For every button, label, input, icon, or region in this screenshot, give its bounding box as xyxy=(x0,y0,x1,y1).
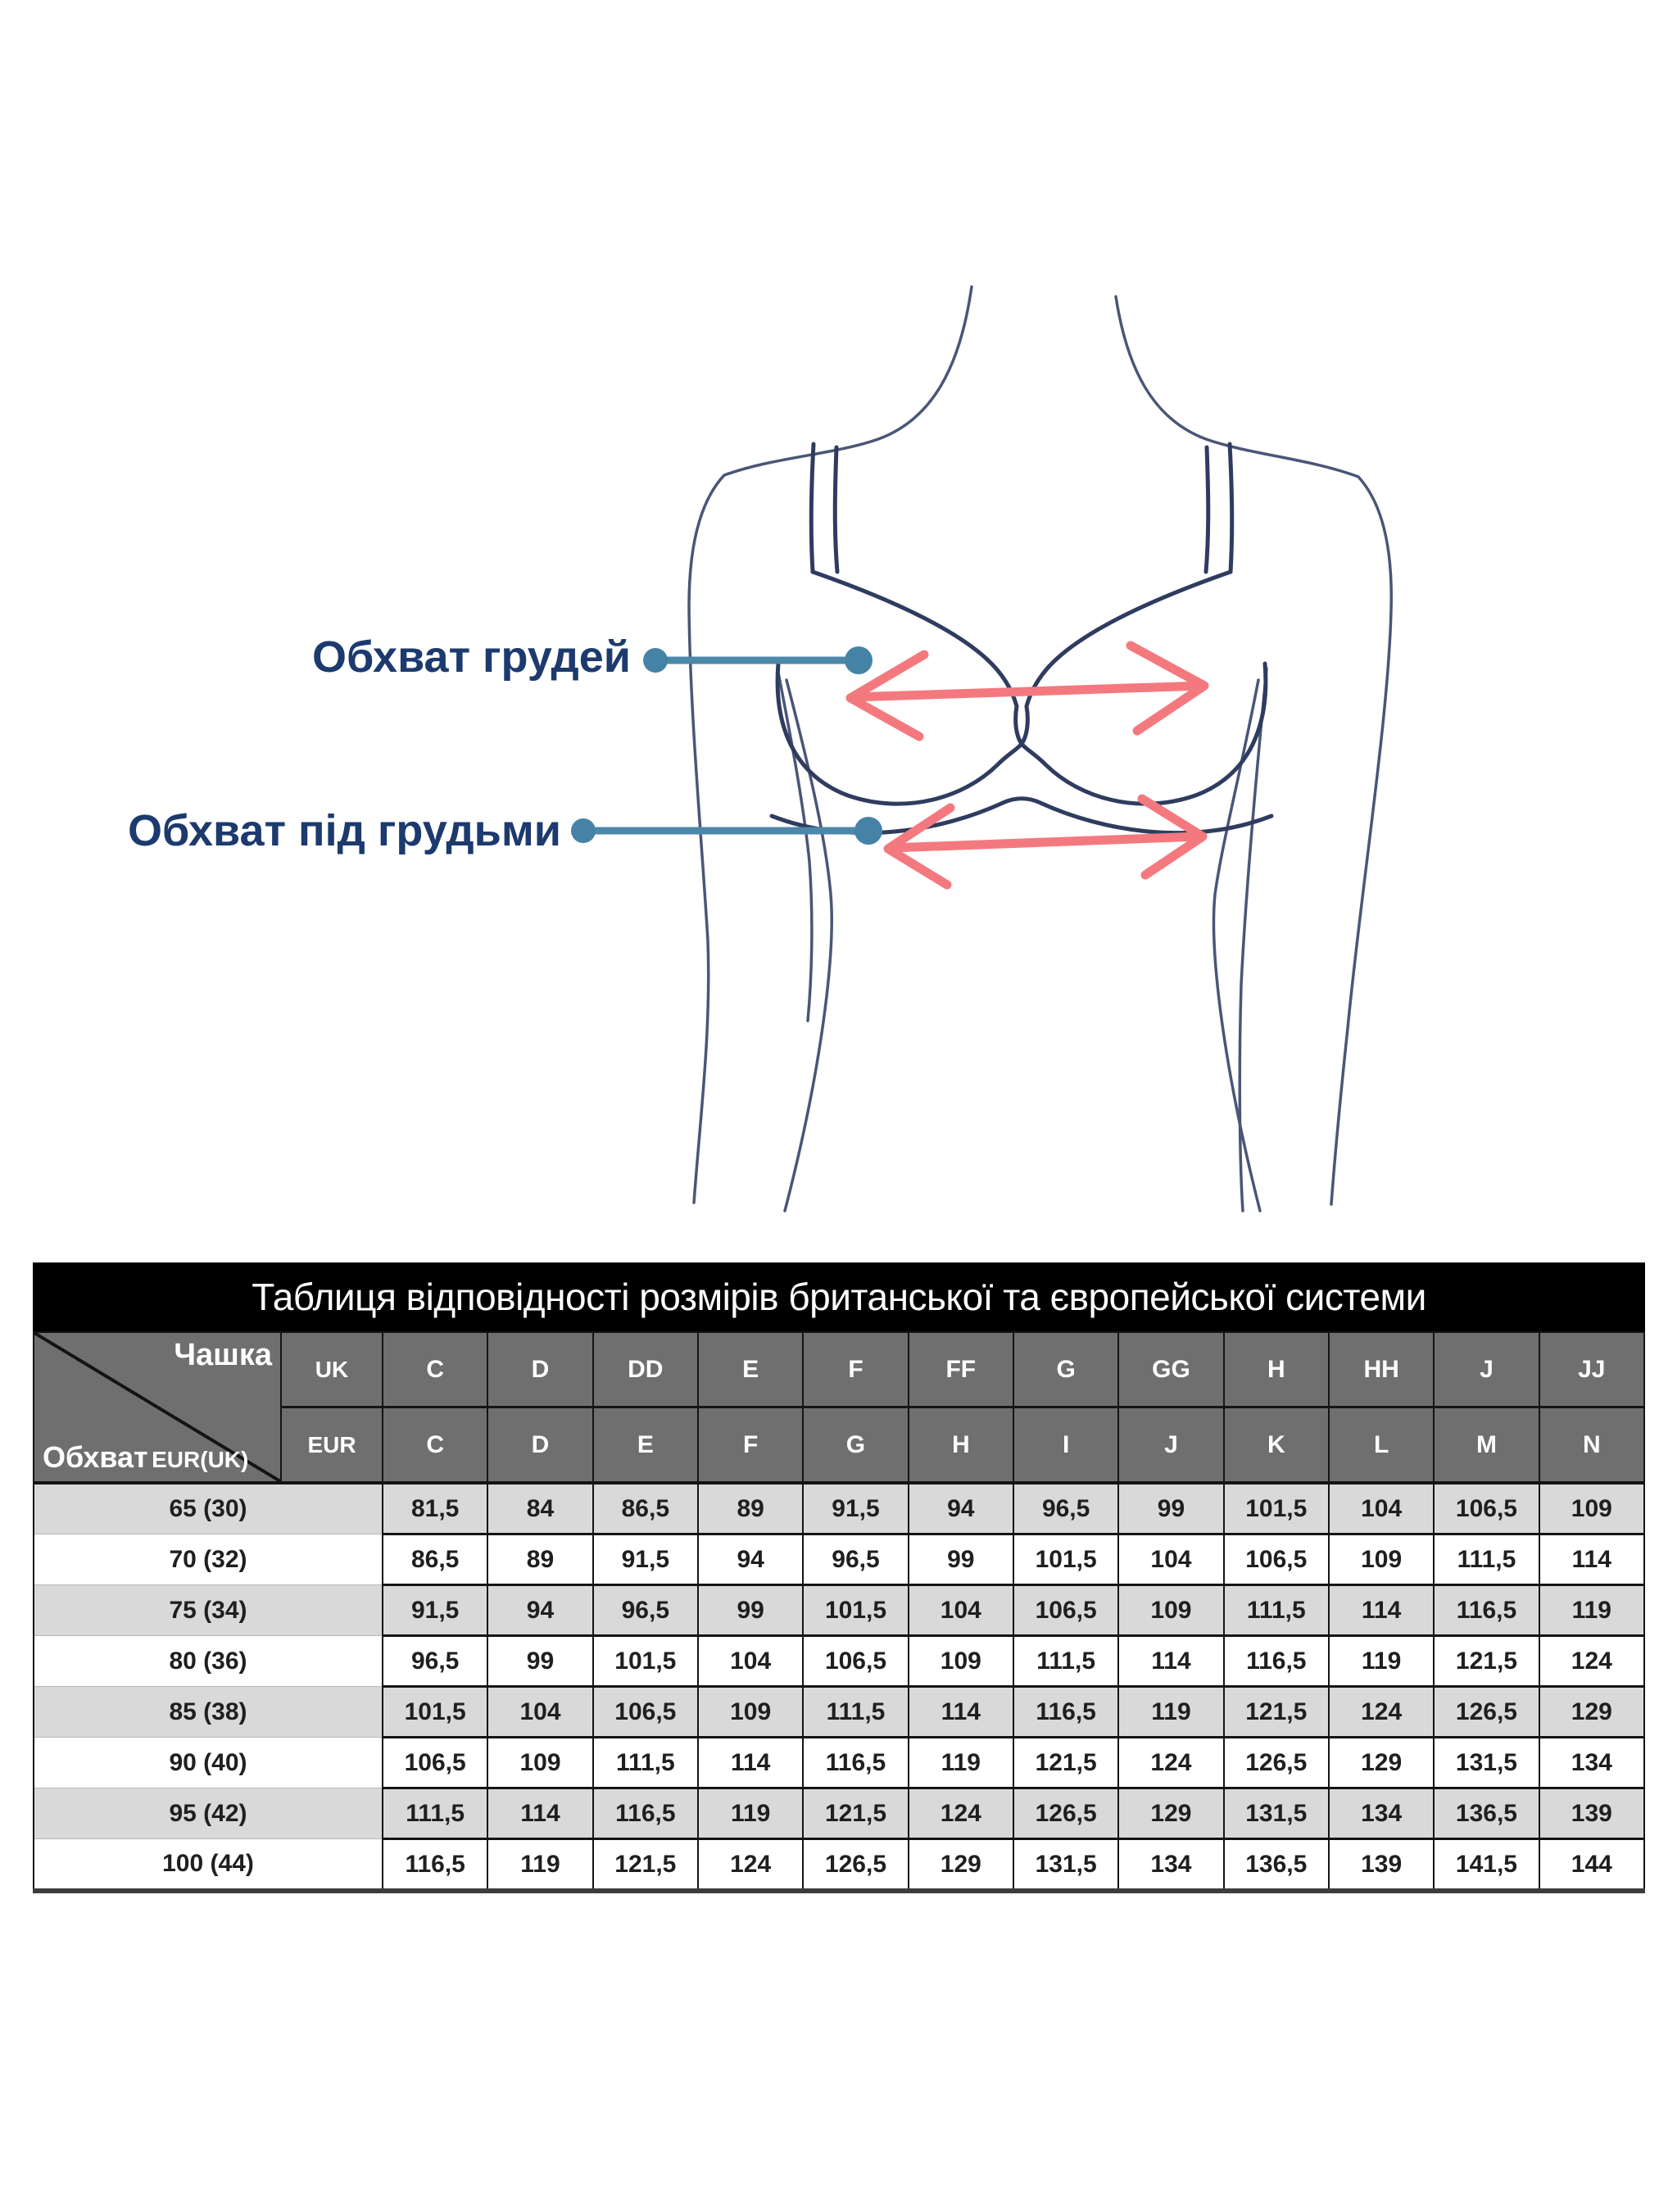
size-value-cell: 101,5 xyxy=(1013,1534,1118,1585)
underbust-connector-dot-right xyxy=(854,817,882,845)
eur-cup-header-cell: I xyxy=(1013,1407,1118,1484)
size-value-cell: 116,5 xyxy=(1434,1585,1539,1636)
underbust-arrow-line xyxy=(891,836,1199,848)
eur-cup-header-cell: H xyxy=(909,1407,1013,1484)
bust-connector xyxy=(643,646,873,674)
size-value-cell: 111,5 xyxy=(1224,1585,1329,1636)
bra-strap-left-inner xyxy=(835,447,837,572)
size-value-cell: 81,5 xyxy=(383,1483,487,1534)
size-value-cell: 96,5 xyxy=(1013,1483,1118,1534)
corner-girth-label: Обхват EUR(UK) xyxy=(43,1440,249,1474)
size-value-cell: 101,5 xyxy=(383,1687,487,1738)
measure-arrows xyxy=(850,646,1204,885)
eur-cup-header-cell: D xyxy=(487,1407,592,1484)
size-value-cell: 124 xyxy=(698,1839,803,1892)
table-row xyxy=(34,1687,1644,1738)
size-value-cell: 131,5 xyxy=(1224,1788,1329,1839)
bra-strap-left-outer xyxy=(811,444,814,572)
size-value-cell: 114 xyxy=(487,1788,592,1839)
uk-cup-header-cell: GG xyxy=(1118,1332,1223,1407)
eur-cup-header-cell: E xyxy=(593,1407,698,1484)
eur-cup-header-cell: G xyxy=(803,1407,908,1484)
size-table-body xyxy=(34,1332,1644,1891)
size-value-cell: 116,5 xyxy=(383,1839,487,1892)
size-value-cell: 129 xyxy=(1539,1687,1644,1738)
size-value-cell: 126,5 xyxy=(803,1839,908,1892)
size-value-cell: 84 xyxy=(487,1483,592,1534)
size-value-cell: 86,5 xyxy=(593,1483,698,1534)
table-row xyxy=(34,1534,1644,1585)
size-value-cell: 116,5 xyxy=(803,1738,908,1788)
size-value-cell: 106,5 xyxy=(593,1687,698,1738)
size-value-cell: 134 xyxy=(1118,1839,1223,1892)
size-value-cell: 109 xyxy=(1118,1585,1223,1636)
table-row xyxy=(34,1839,1644,1892)
size-value-cell: 119 xyxy=(909,1738,1013,1788)
outer-arm-right-line xyxy=(1331,477,1391,1204)
eur-system-cell: EUR xyxy=(281,1407,383,1484)
size-value-cell: 109 xyxy=(909,1636,1013,1687)
table-row xyxy=(34,1483,1644,1534)
uk-cup-header-cell: DD xyxy=(593,1332,698,1407)
band-size-cell: 100 (44) xyxy=(34,1839,383,1892)
bra-strap-right-outer xyxy=(1230,444,1232,572)
size-value-cell: 89 xyxy=(698,1483,803,1534)
size-value-cell: 106,5 xyxy=(1013,1585,1118,1636)
table-row xyxy=(34,1738,1644,1788)
bra-cup-bottom-left xyxy=(777,664,1022,804)
bust-connector-dot-left xyxy=(643,648,668,673)
band-size-cell: 90 (40) xyxy=(34,1738,383,1788)
size-value-cell: 104 xyxy=(1118,1534,1223,1585)
size-value-cell: 104 xyxy=(1329,1483,1434,1534)
size-value-cell: 119 xyxy=(698,1788,803,1839)
size-value-cell: 126,5 xyxy=(1434,1687,1539,1738)
size-value-cell: 121,5 xyxy=(1013,1738,1118,1788)
corner-cup-label: Чашка xyxy=(174,1338,272,1372)
underbust-connector xyxy=(571,817,882,845)
size-value-cell: 106,5 xyxy=(1434,1483,1539,1534)
size-value-cell: 136,5 xyxy=(1224,1839,1329,1892)
size-value-cell: 136,5 xyxy=(1434,1788,1539,1839)
size-value-cell: 131,5 xyxy=(1434,1738,1539,1788)
size-value-cell: 126,5 xyxy=(1224,1738,1329,1788)
bust-arrow-line xyxy=(852,686,1203,697)
bra-outline xyxy=(772,444,1271,833)
torso-side-right-line xyxy=(1214,680,1260,1211)
size-value-cell: 99 xyxy=(487,1636,592,1687)
size-value-cell: 104 xyxy=(487,1687,592,1738)
size-value-cell: 114 xyxy=(1118,1636,1223,1687)
size-value-cell: 124 xyxy=(1118,1738,1223,1788)
underbust-measure-arrow xyxy=(888,799,1203,885)
size-value-cell: 119 xyxy=(1539,1585,1644,1636)
band-size-cell: 95 (42) xyxy=(34,1788,383,1839)
table-title: Таблиця відповідності розмірів британської та європейської системи xyxy=(33,1262,1645,1331)
eur-cup-header-cell: M xyxy=(1434,1407,1539,1484)
neck-shoulder-right-line xyxy=(1116,297,1358,477)
size-value-cell: 111,5 xyxy=(1013,1636,1118,1687)
size-value-cell: 91,5 xyxy=(803,1483,908,1534)
table-row xyxy=(34,1788,1644,1839)
bust-label: Обхват грудей xyxy=(312,632,631,682)
size-value-cell: 111,5 xyxy=(383,1788,487,1839)
underbust-label: Обхват під грудьми xyxy=(128,806,561,855)
size-value-cell: 94 xyxy=(698,1534,803,1585)
size-value-cell: 119 xyxy=(1329,1636,1434,1687)
uk-cup-header-cell: C xyxy=(383,1332,487,1407)
size-value-cell: 111,5 xyxy=(803,1687,908,1738)
size-value-cell: 109 xyxy=(698,1687,803,1738)
size-value-cell: 121,5 xyxy=(1434,1636,1539,1687)
size-value-cell: 91,5 xyxy=(593,1534,698,1585)
size-value-cell: 114 xyxy=(698,1738,803,1788)
size-value-cell: 109 xyxy=(1539,1483,1644,1534)
size-value-cell: 106,5 xyxy=(1224,1534,1329,1585)
uk-cup-header-cell: E xyxy=(698,1332,803,1407)
neck-shoulder-left-line xyxy=(724,287,972,475)
uk-system-cell: UK xyxy=(281,1332,383,1407)
eur-cup-header-cell: F xyxy=(698,1407,803,1484)
eur-cup-header-cell: J xyxy=(1118,1407,1223,1484)
eur-cup-header-cell: C xyxy=(383,1407,487,1484)
uk-cup-header-cell: D xyxy=(487,1332,592,1407)
size-value-cell: 111,5 xyxy=(593,1738,698,1788)
underbust-connector-dot-left xyxy=(571,818,596,843)
size-value-cell: 101,5 xyxy=(803,1585,908,1636)
size-value-cell: 104 xyxy=(698,1636,803,1687)
size-value-cell: 121,5 xyxy=(1224,1687,1329,1738)
size-value-cell: 129 xyxy=(909,1839,1013,1892)
size-value-cell: 116,5 xyxy=(593,1788,698,1839)
size-value-cell: 109 xyxy=(1329,1534,1434,1585)
table-row xyxy=(34,1636,1644,1687)
bra-strap-right-inner xyxy=(1206,447,1208,572)
size-table-section xyxy=(33,1262,1645,1893)
size-value-cell: 99 xyxy=(909,1534,1013,1585)
corner-cell xyxy=(34,1332,281,1483)
band-size-cell: 65 (30) xyxy=(34,1483,383,1534)
size-value-cell: 119 xyxy=(1118,1687,1223,1738)
uk-cup-header-cell: G xyxy=(1013,1332,1118,1407)
table-row xyxy=(34,1585,1644,1636)
size-value-cell: 96,5 xyxy=(803,1534,908,1585)
size-value-cell: 141,5 xyxy=(1434,1839,1539,1892)
size-value-cell: 94 xyxy=(487,1585,592,1636)
band-size-cell: 75 (34) xyxy=(34,1585,383,1636)
size-value-cell: 121,5 xyxy=(803,1788,908,1839)
torso-side-left-line xyxy=(785,680,832,1211)
size-value-cell: 101,5 xyxy=(1224,1483,1329,1534)
size-value-cell: 91,5 xyxy=(383,1585,487,1636)
size-value-cell: 86,5 xyxy=(383,1534,487,1585)
band-size-cell: 70 (32) xyxy=(34,1534,383,1585)
uk-cup-header-cell: JJ xyxy=(1539,1332,1644,1407)
size-value-cell: 139 xyxy=(1539,1788,1644,1839)
size-value-cell: 124 xyxy=(909,1788,1013,1839)
size-value-cell: 124 xyxy=(1539,1636,1644,1687)
size-value-cell: 106,5 xyxy=(383,1738,487,1788)
size-value-cell: 126,5 xyxy=(1013,1788,1118,1839)
size-value-cell: 119 xyxy=(487,1839,592,1892)
outer-arm-left-line xyxy=(689,475,724,1203)
size-value-cell: 129 xyxy=(1329,1738,1434,1788)
eur-cup-header-cell: K xyxy=(1224,1407,1329,1484)
bra-neckline-right xyxy=(1022,572,1231,744)
size-value-cell: 96,5 xyxy=(593,1585,698,1636)
size-value-cell: 139 xyxy=(1329,1839,1434,1892)
eur-cup-header-cell: L xyxy=(1329,1407,1434,1484)
size-value-cell: 109 xyxy=(487,1738,592,1788)
size-value-cell: 134 xyxy=(1539,1738,1644,1788)
size-value-cell: 96,5 xyxy=(383,1636,487,1687)
uk-cup-header-cell: J xyxy=(1434,1332,1539,1407)
size-value-cell: 106,5 xyxy=(803,1636,908,1687)
size-value-cell: 94 xyxy=(909,1483,1013,1534)
size-value-cell: 114 xyxy=(1539,1534,1644,1585)
size-value-cell: 131,5 xyxy=(1013,1839,1118,1892)
uk-cup-header-cell: HH xyxy=(1329,1332,1434,1407)
uk-cup-header-cell: H xyxy=(1224,1332,1329,1407)
size-value-cell: 101,5 xyxy=(593,1636,698,1687)
size-value-cell: 89 xyxy=(487,1534,592,1585)
size-value-cell: 111,5 xyxy=(1434,1534,1539,1585)
band-size-cell: 80 (36) xyxy=(34,1636,383,1687)
size-value-cell: 104 xyxy=(909,1585,1013,1636)
size-value-cell: 114 xyxy=(1329,1585,1434,1636)
size-value-cell: 129 xyxy=(1118,1788,1223,1839)
size-value-cell: 99 xyxy=(1118,1483,1223,1534)
size-table xyxy=(33,1331,1645,1893)
size-value-cell: 116,5 xyxy=(1013,1687,1118,1738)
uk-cup-header-cell: F xyxy=(803,1332,908,1407)
size-value-cell: 121,5 xyxy=(593,1839,698,1892)
size-value-cell: 116,5 xyxy=(1224,1636,1329,1687)
bust-connector-dot-right xyxy=(845,646,873,674)
size-value-cell: 99 xyxy=(698,1585,803,1636)
size-value-cell: 134 xyxy=(1329,1788,1434,1839)
eur-cup-header-cell: N xyxy=(1539,1407,1644,1484)
size-value-cell: 114 xyxy=(909,1687,1013,1738)
size-value-cell: 124 xyxy=(1329,1687,1434,1738)
band-size-cell: 85 (38) xyxy=(34,1687,383,1738)
uk-header-row xyxy=(34,1332,1644,1407)
uk-cup-header-cell: FF xyxy=(909,1332,1013,1407)
size-value-cell: 144 xyxy=(1539,1839,1644,1892)
